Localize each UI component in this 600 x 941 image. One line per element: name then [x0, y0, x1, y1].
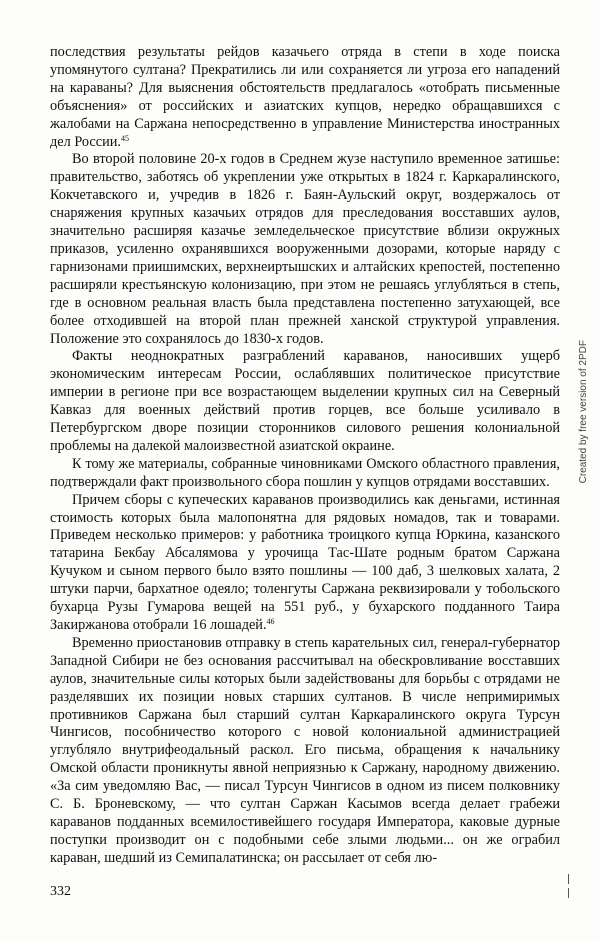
watermark: Created by free version of 2PDF	[578, 340, 589, 484]
margin-mark	[568, 888, 569, 898]
paragraph-3-text: Факты неоднократных разграблений караванов, наносивших ущерб экономическим интересам России, ослаблявших политическое присутствие империи в регионе при все возрастающем выделении крупных сил на Северный Кавказ для военных действий против горцев, все больше усиливало в Петербургском дворе позиции сторонников силового решения колониальной проблемы на далекой малоизвестной азиатской окраине.	[50, 348, 560, 454]
margin-marks	[565, 870, 573, 910]
page-number: 332	[50, 884, 71, 899]
paragraph-2-text: Во второй половине 20-х годов в Среднем жузе наступило временное затишье: правительство, заботясь об укреплении уже открытых в 1824 г. Каркаралинского, Кокчетавского и, учредив в 1826 г. Баян-Аульский округ, воздержалось от снаряжения крупных казачьих отрядов для преследования восставших аулов, значительно расширяя казачье земледельческое присутствие вблизи окружных приказов, усиленно охранявшихся вооруженными дозорами, которые наряду с гарнизонами приишимских, верхнеиртышских и алтайских крепостей, постепенно расширяли крестьянскую колонизацию, при этом не решаясь углубляться в степь, где в основном реальная власть была представлена постепенно затухающей, все более отходившей на второй план прежней ханской структурой управления. Положение это сохранялось до 1830-х годов.	[50, 151, 560, 347]
paragraph-4	[50, 456, 560, 492]
paragraph-2	[50, 151, 560, 348]
paragraph-6	[50, 635, 560, 868]
paragraph-5-text: Причем сборы с купеческих караванов производились как деньгами, истинная стоимость которых была малопонятна для рядовых номадов, так и товарами. Приведем несколько примеров: у работника троицкого купца Юркина, казанского татарина Бекбау Абсалямова у урочища Тас-Шате родным братом Саржана Кучуком и сыном первого было взято пошлины — 100 даб, 3 шелковых халата, 2 штуки парчи, бархатное одеяло; толенгуты Саржана реквизировали у тобольского бухарца Рузы Гумарова вещей на 551 руб., у бухарского подданного Таира Закиржанова отобрали 16 лошадей.	[50, 491, 560, 633]
paragraph-1	[50, 44, 560, 151]
footnote-ref-45: 45	[121, 133, 129, 143]
paragraph-6-text: Временно приостановив отправку в степь карательных сил, генерал-губернатор Западной Сибири не без основания рассчитывал на обескровливание восставших аулов, значительные силы которых были задействованы для борьбы с отрядами не разделявших их позиции новых старших султанов. В числе непримиримых противников Саржана был старший султан Каркаралинского округа Турсун Чингисов, пособничество которого с новой колониальной администрацией углубляло внутрифеодальный раскол. Его письма, обращения к начальнику Омской области проникнуты явной неприязнью к Саржану, народному движению. «За сим уведомляю Вас, — писал Турсун Чингисов в одном из писем полковнику С. Б. Броневскому, — что султан Саржан Касымов всегда делает грабежи караванов подданных всемилостивейшего государя Императора, каковые дурные поступки производит он с подобными себе злыми людьми... он же ограбил караван, шедший из Семипалатинска; он рассылает от себя лю-	[50, 634, 560, 866]
paragraph-1-text: последствия результаты рейдов казачьего отряда в степи в ходе поиска упомянутого султана? Прекратились ли или сохраняется ли угроза его нападений на караваны? Для выяснения обстоятельств предлагалось «отобрать письменные объяснения» от российских и азиатских купцов, нередко обращавшихся с жалобами на Саржана непосредственно в управление Министерства иностранных дел России.	[50, 44, 560, 150]
paragraph-4-text: К тому же материалы, собранные чиновниками Омского областного правления, подтверждали факт произвольного сбора пошлин у купцов отрядами восставших.	[50, 455, 560, 490]
margin-mark	[568, 874, 569, 884]
paragraph-5	[50, 492, 560, 635]
footnote-ref-46: 46	[266, 617, 275, 626]
paragraph-3	[50, 348, 560, 455]
body-text	[50, 44, 560, 868]
